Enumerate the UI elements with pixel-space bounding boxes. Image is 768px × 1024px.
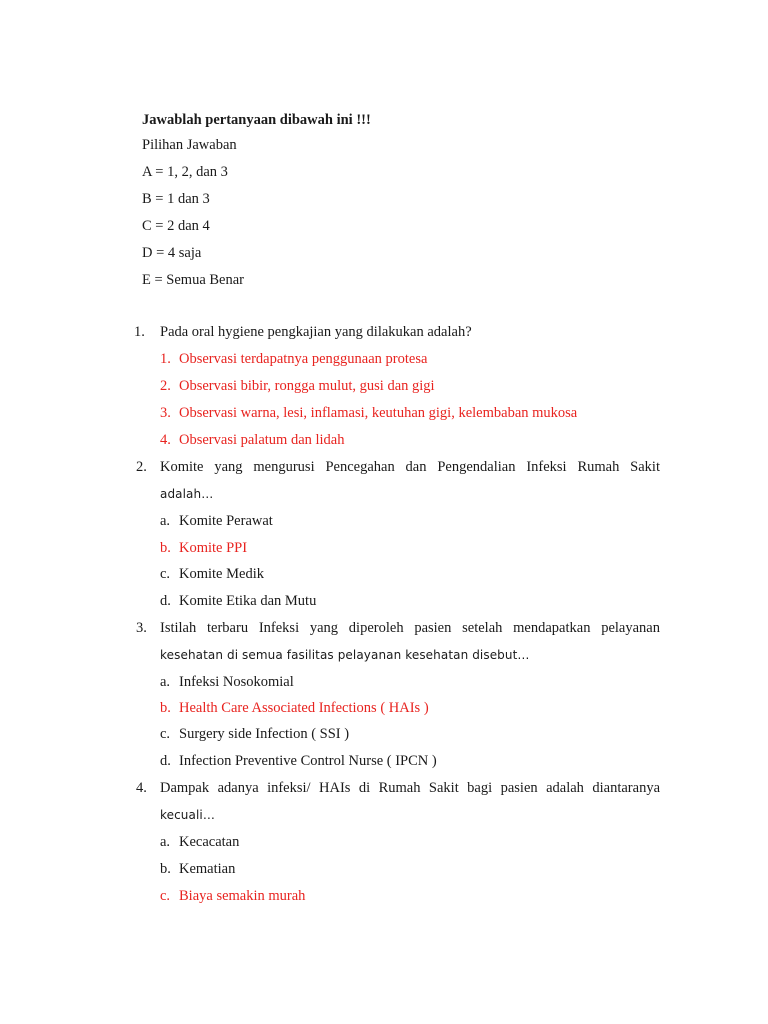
question-text: Istilah terbaru Infeksi yang diperoleh pasien setelah mendapatkan pelayanan (160, 620, 660, 636)
question-text: Dampak adanya infeksi/ HAIs di Rumah Sakit bagi pasien adalah diantaranya (160, 780, 660, 796)
option-item: 4. Observasi palatum dan lidah (160, 432, 345, 448)
option-item: 1. Observasi terdapatnya penggunaan protesa (160, 351, 428, 367)
option-item: d. Komite Etika dan Mutu (160, 593, 317, 609)
question-number: 3. (136, 620, 147, 636)
question-text: Komite yang mengurusi Pencegahan dan Pengendalian Infeksi Rumah Sakit (160, 459, 660, 475)
option-item: a. Infeksi Nosokomial (160, 674, 294, 690)
question-text: Pada oral hygiene pengkajian yang dilakukan adalah? (160, 324, 472, 340)
question-text-continued: kesehatan di semua fasilitas pelayanan kesehatan disebut… (160, 648, 530, 662)
instructions-title: Jawablah pertanyaan dibawah ini !!! (142, 112, 371, 128)
choice-d: D = 4 saja (142, 245, 202, 261)
question-text-continued: kecuali… (160, 808, 215, 822)
option-item: 2. Observasi bibir, rongga mulut, gusi dan gigi (160, 378, 435, 394)
question-number: 2. (136, 459, 147, 475)
choices-heading: Pilihan Jawaban (142, 137, 237, 153)
question-number: 4. (136, 780, 147, 796)
option-item: a. Komite Perawat (160, 513, 273, 529)
choice-a: A = 1, 2, dan 3 (142, 164, 228, 180)
option-item: d. Infection Preventive Control Nurse ( IPCN ) (160, 753, 437, 769)
option-item: c. Biaya semakin murah (160, 888, 306, 904)
choice-e: E = Semua Benar (142, 272, 244, 288)
option-item: c. Komite Medik (160, 566, 264, 582)
question-text-continued: adalah… (160, 487, 214, 501)
option-item: b. Health Care Associated Infections ( HAIs ) (160, 700, 429, 716)
choice-b: B = 1 dan 3 (142, 191, 210, 207)
choice-c: C = 2 dan 4 (142, 218, 210, 234)
option-item: 3. Observasi warna, lesi, inflamasi, keutuhan gigi, kelembaban mukosa (160, 405, 578, 421)
question-number: 1. (134, 324, 145, 340)
option-item: b. Kematian (160, 861, 236, 877)
option-item: a. Kecacatan (160, 834, 240, 850)
option-item: b. Komite PPI (160, 540, 248, 556)
option-item: c. Surgery side Infection ( SSI ) (160, 726, 350, 742)
